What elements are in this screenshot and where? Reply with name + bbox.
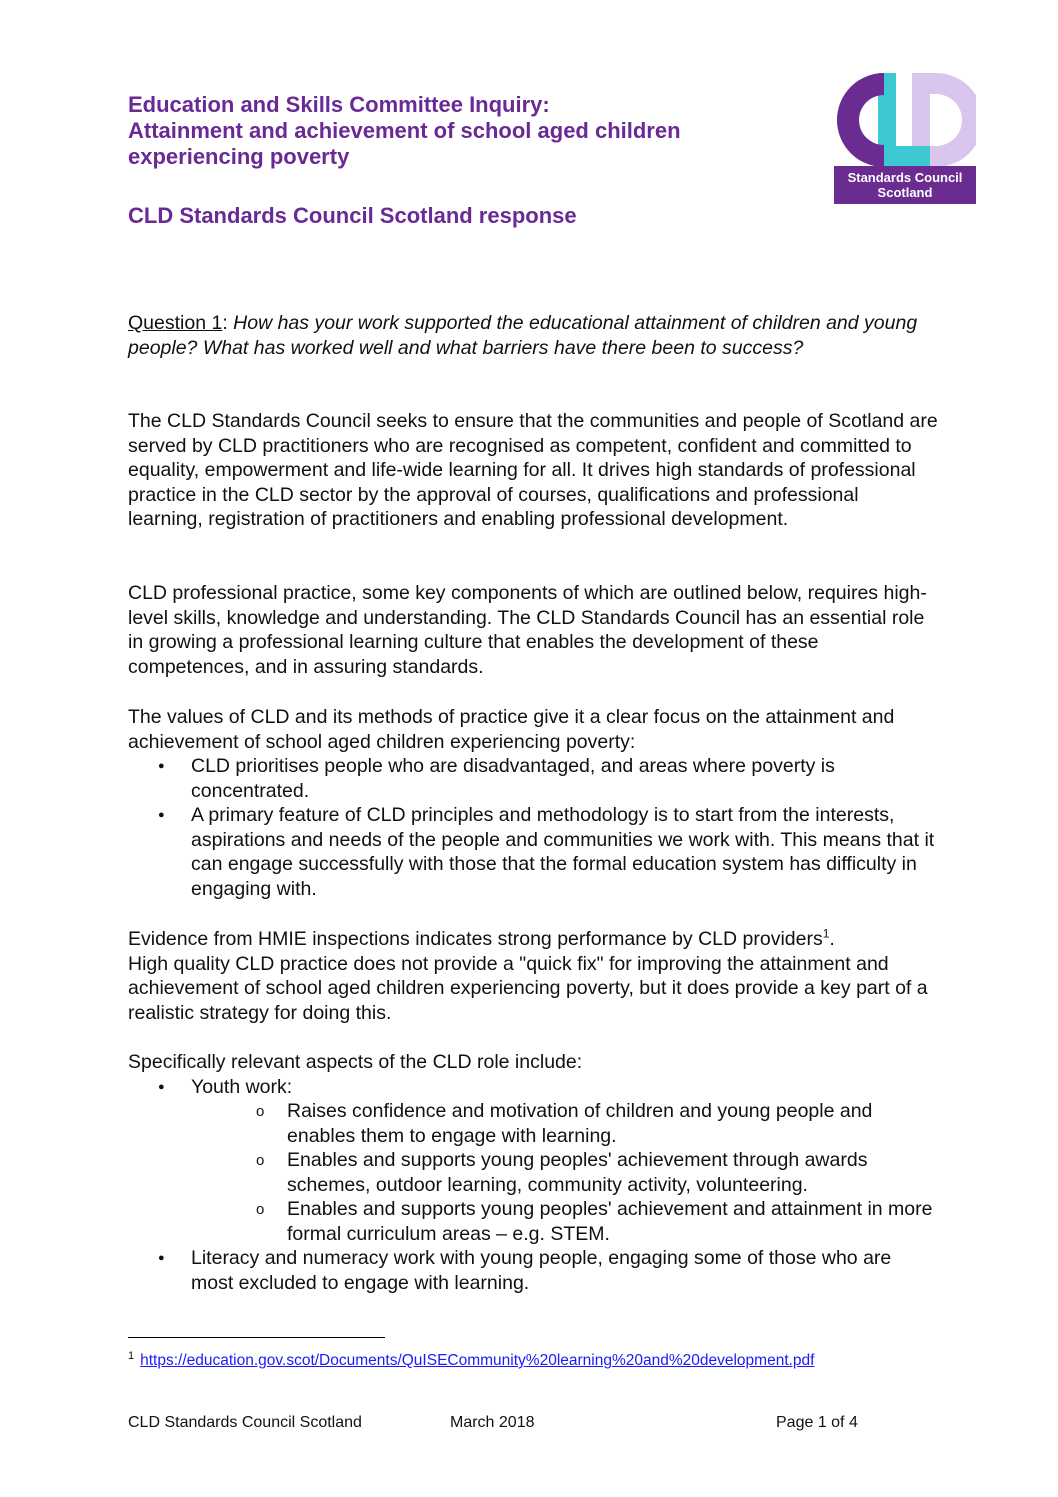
footnote-number: 1 — [128, 1350, 135, 1362]
footnote-link[interactable]: https://education.gov.scot/Documents/QuISECommunity%20learning%20and%20development.pdf — [140, 1352, 815, 1370]
footnote-ref[interactable]: 1 — [822, 926, 830, 941]
cld-logo-mark — [834, 70, 976, 170]
footer-page-number: Page 1 of 4 — [776, 1414, 858, 1431]
list-item-youth-work — [128, 1075, 938, 1100]
question-1 — [128, 311, 938, 360]
question-label: Question 1 — [128, 312, 223, 334]
title-line-3: experiencing poverty — [128, 144, 350, 169]
footer-date: March 2018 — [450, 1414, 535, 1431]
paragraph-3-text: The values of CLD and its methods of practice give it a clear focus on the attainment and achievement of school aged children experiencing poverty: — [128, 706, 895, 753]
list-item-literacy: ● Literacy and numeracy work with young people, engaging some of those who are most excluded to engage with learning. — [128, 1246, 938, 1295]
sub-list-item: o Raises confidence and motivation of children and young people and enables them to engage with learning. — [128, 1099, 938, 1148]
list-item: ● CLD prioritises people who are disadvantaged, and areas where poverty is concentrated. — [128, 754, 938, 803]
paragraph-4-text: Evidence from HMIE inspections indicates strong performance by CLD providers — [128, 928, 823, 950]
paragraph-5-bullets — [128, 1075, 938, 1100]
paragraph-3 — [128, 705, 938, 901]
paragraph-1 — [128, 409, 938, 532]
paragraph-5 — [128, 1050, 938, 1295]
footnote — [128, 1346, 978, 1371]
paragraph-3-bullets — [128, 754, 938, 901]
logo-caption-line-1: Standards Council — [847, 170, 963, 185]
youth-work-sublist — [128, 1099, 938, 1246]
document-subtitle: CLD Standards Council Scotland response — [128, 203, 577, 228]
sub-list-item: o Enables and supports young peoples' achievement through awards schemes, outdoor learning, community activity, volunteering. — [128, 1148, 938, 1197]
question-separator: : — [222, 312, 234, 334]
paragraph-4-period: . — [829, 928, 835, 950]
title-line-2: Attainment and achievement of school aged children — [128, 118, 681, 143]
list-item: ● A primary feature of CLD principles and methodology is to start from the interests, aspirations and needs of the people and communities we work with. This means that it can engage successfully with those that the formal education system has difficulty in engaging with. — [128, 803, 938, 901]
logo-caption — [834, 166, 976, 204]
paragraph-4-rest: High quality CLD practice does not provide a "quick fix" for improving the attainment and achievement of school aged children experiencing poverty, but it does provide a key part of a realistic strategy for doing this. — [128, 952, 928, 1024]
title-line-1: Education and Skills Committee Inquiry: — [128, 92, 550, 117]
paragraph-5-text: Specifically relevant aspects of the CLD role include: — [128, 1051, 583, 1073]
paragraph-5-bullets-cont — [128, 1246, 938, 1295]
footer-org: CLD Standards Council Scotland — [128, 1414, 362, 1431]
paragraph-1-text: The CLD Standards Council seeks to ensure that the communities and people of Scotland are served by CLD practitioners who are recognised as competent, confident and committed to equality, empowerment and life-wide learning for all. It drives high standards of professional practice in the CLD sector by the approval of courses, qualifications and professional learning, registration of practitioners and enabling professional development. — [128, 410, 938, 530]
question-text: How has your work supported the educational attainment of children and young people? What has worked well and what barriers have there been to success? — [128, 312, 918, 359]
sub-list-item: o Enables and supports young peoples' achievement and attainment in more formal curriculum areas – e.g. STEM. — [128, 1197, 938, 1246]
logo-caption-line-2: Scotland — [877, 185, 933, 200]
paragraph-2-text: CLD professional practice, some key components of which are outlined below, requires high-level skills, knowledge and understanding. The CLD Standards Council has an essential role in growing a professional learning culture that enables the development of these competences, and in assuring standards. — [128, 582, 927, 678]
paragraph-4 — [128, 927, 938, 1025]
document-title — [128, 92, 808, 170]
paragraph-2 — [128, 581, 938, 679]
footnote-divider — [128, 1337, 385, 1338]
list-item-label: Youth work: — [191, 1075, 293, 1098]
cld-logo — [834, 70, 976, 204]
